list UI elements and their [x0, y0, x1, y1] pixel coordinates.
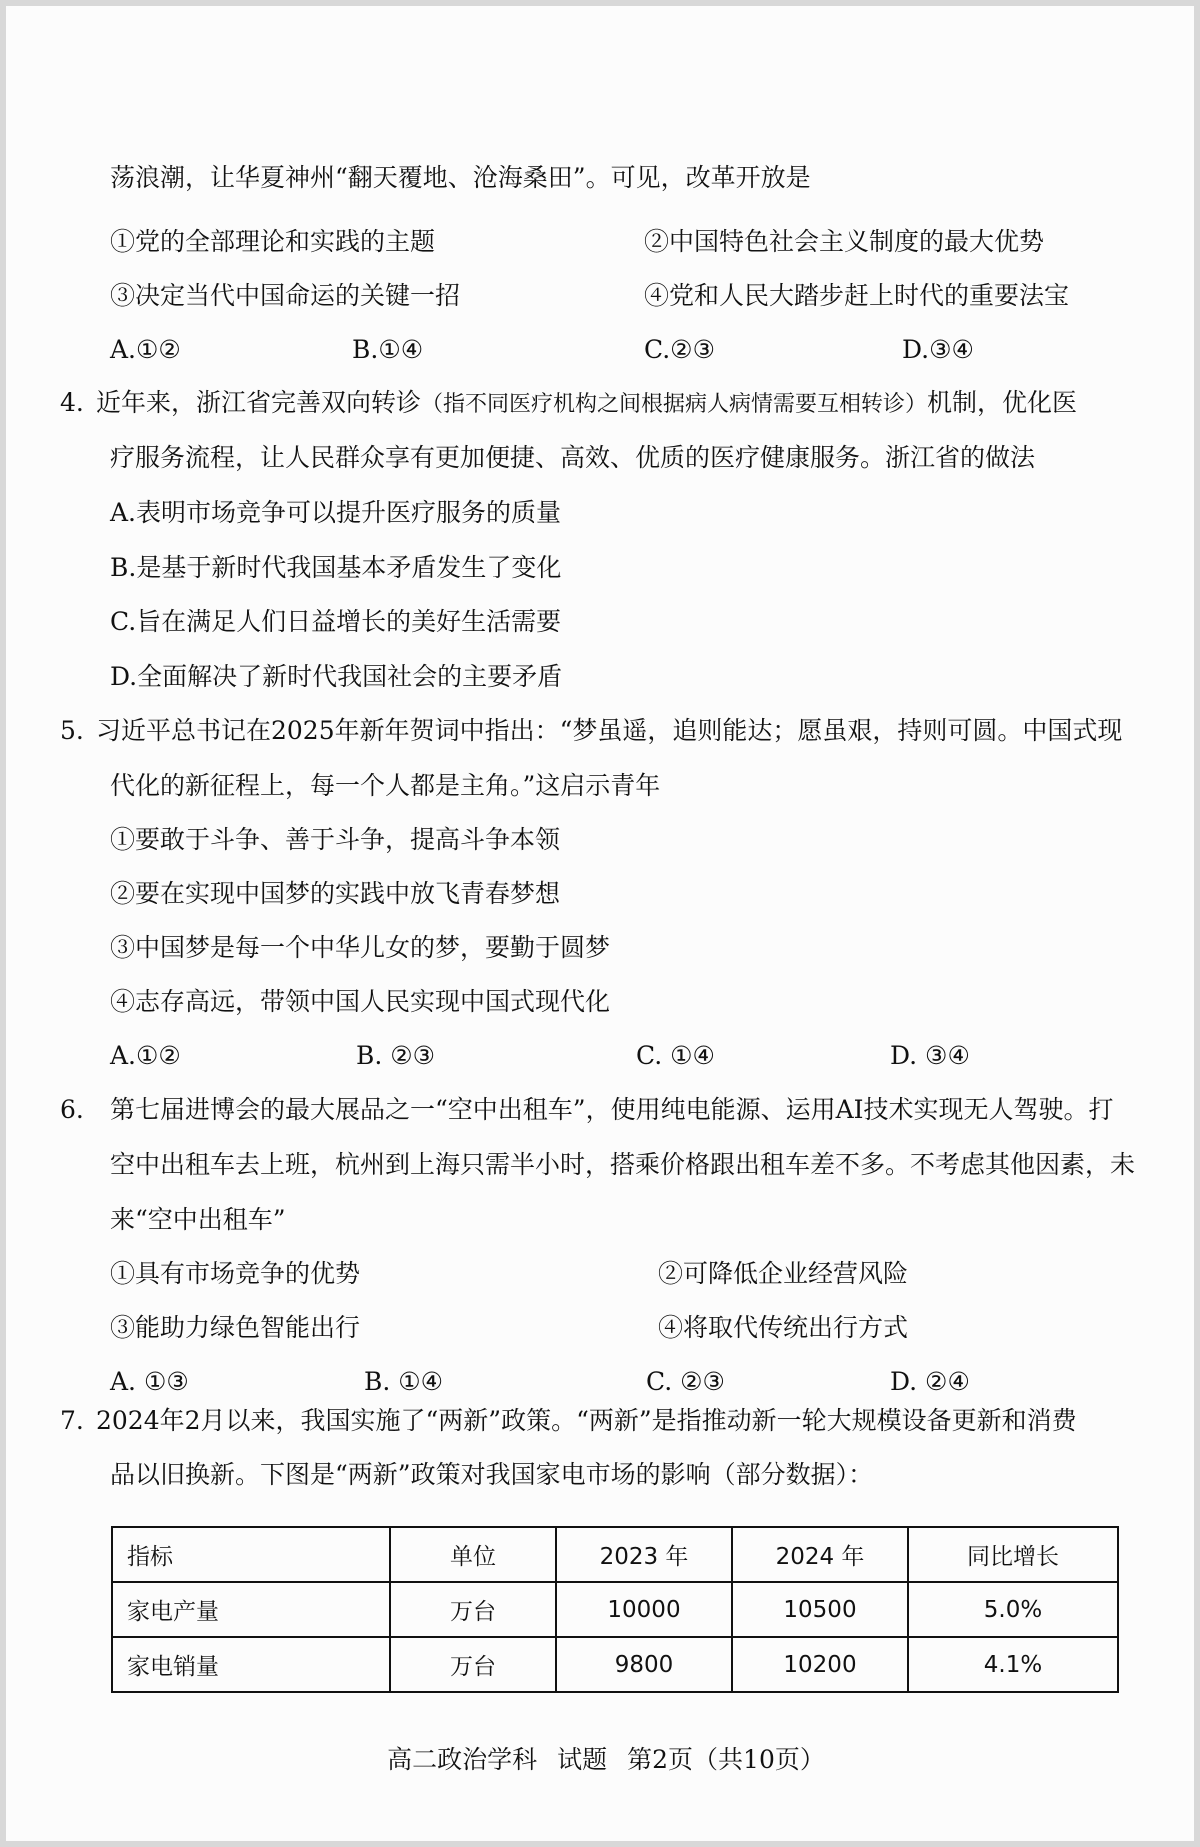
q3-choice-b: B.①④ — [352, 335, 424, 364]
table-header-cell: 同比增长 — [908, 1527, 1118, 1582]
table-header-row — [112, 1527, 1118, 1582]
page-footer — [6, 1744, 1200, 1776]
table-cell: 9800 — [556, 1637, 732, 1692]
q6-choice-b: B. ①④ — [364, 1367, 444, 1396]
table-cell: 4.1% — [908, 1637, 1118, 1692]
table-cell: 10500 — [732, 1582, 908, 1637]
q6-item-1: ①具有市场竞争的优势 — [110, 1259, 361, 1288]
q5-item-2: ②要在实现中国梦的实践中放飞青春梦想 — [110, 879, 561, 908]
q7-stem-line-1: 2024年2月以来，我国实施了“两新”政策。“两新”是指推动新一轮大规模设备更新和消费 — [96, 1406, 1077, 1435]
q4-stem-line-2: 疗服务流程，让人民群众享有更加便捷、高效、优质的医疗健康服务。浙江省的做法 — [110, 443, 1036, 472]
footer-subject: 高二政治学科 — [387, 1745, 538, 1774]
q6-item-4: ④将取代传统出行方式 — [658, 1313, 909, 1342]
table-cell: 家电产量 — [112, 1582, 390, 1637]
footer-page-number: 第2页（共10页） — [627, 1745, 825, 1774]
footer-label: 试题 — [557, 1745, 608, 1774]
q5-item-4: ④志存高远，带领中国人民实现中国式现代化 — [110, 987, 611, 1016]
q6-choice-c: C. ②③ — [646, 1367, 725, 1396]
q4-stem-note: （指不同医疗机构之间根据病人病情需要互相转诊） — [421, 392, 928, 417]
q7-stem-line-2: 品以旧换新。下图是“两新”政策对我国家电市场的影响（部分数据）： — [110, 1460, 874, 1489]
q5-number: 5. — [60, 716, 84, 745]
table-header-cell: 单位 — [390, 1527, 556, 1582]
table-cell: 10200 — [732, 1637, 908, 1692]
q4-choice-a: A.表明市场竞争可以提升医疗服务的质量 — [110, 498, 562, 527]
table-cell: 家电销量 — [112, 1637, 390, 1692]
q5-stem-line-2: 代化的新征程上，每一个人都是主角。”这启示青年 — [110, 771, 661, 800]
q6-choice-a: A. ①③ — [110, 1367, 189, 1396]
table-header-cell: 指标 — [112, 1527, 390, 1582]
q3-stem-continuation: 荡浪潮，让华夏神州“翻天覆地、沧海桑田”。可见，改革开放是 — [110, 163, 811, 192]
table-header-cell: 2023 年 — [556, 1527, 732, 1582]
q4-choice-b: B.是基于新时代我国基本矛盾发生了变化 — [110, 553, 562, 582]
q3-item-4: ④党和人民大踏步赶上时代的重要法宝 — [644, 281, 1070, 310]
q5-choice-a: A.①② — [110, 1041, 181, 1070]
q3-choice-d: D.③④ — [902, 335, 974, 364]
q3-item-2: ②中国特色社会主义制度的最大优势 — [644, 227, 1045, 256]
q3-choice-c: C.②③ — [644, 335, 716, 364]
q6-stem-line-3: 来“空中出租车” — [110, 1205, 286, 1234]
q3-choice-a: A.①② — [110, 335, 181, 364]
q4-number: 4. — [60, 388, 84, 417]
q6-item-2: ②可降低企业经营风险 — [658, 1259, 909, 1288]
table-cell: 万台 — [390, 1582, 556, 1637]
q6-item-3: ③能助力绿色智能出行 — [110, 1313, 361, 1342]
q4-stem-part-c: 机制，优化医 — [927, 388, 1078, 417]
q5-item-3: ③中国梦是每一个中华儿女的梦，要勤于圆梦 — [110, 933, 611, 962]
table-cell: 5.0% — [908, 1582, 1118, 1637]
table-cell: 10000 — [556, 1582, 732, 1637]
q4-stem-line-1 — [96, 387, 1077, 421]
q7-number: 7. — [60, 1406, 84, 1435]
q3-item-3: ③决定当代中国命运的关键一招 — [110, 281, 461, 310]
q6-choice-d: D. ②④ — [890, 1367, 970, 1396]
q5-choice-d: D. ③④ — [890, 1041, 970, 1070]
q5-choice-c: C. ①④ — [636, 1041, 715, 1070]
q5-stem-line-1: 习近平总书记在2025年新年贺词中指出：“梦虽遥，追则能达；愿虽艰，持则可圆。中国式现 — [96, 716, 1123, 745]
q6-stem-line-2: 空中出租车去上班，杭州到上海只需半小时，搭乘价格跟出租车差不多。不考虑其他因素，未 — [110, 1150, 1136, 1179]
appliance-market-table — [111, 1526, 1119, 1693]
q3-item-1: ①党的全部理论和实践的主题 — [110, 227, 436, 256]
q6-number: 6. — [60, 1095, 84, 1124]
q6-stem-line-1: 第七届进博会的最大展品之一“空中出租车”，使用纯电能源、运用AI技术实现无人驾驶。打 — [110, 1095, 1114, 1124]
q4-choice-d: D.全面解决了新时代我国社会的主要矛盾 — [110, 662, 563, 691]
q4-choice-c: C.旨在满足人们日益增长的美好生活需要 — [110, 607, 562, 636]
table-header-cell: 2024 年 — [732, 1527, 908, 1582]
table-cell: 万台 — [390, 1637, 556, 1692]
table-row — [112, 1582, 1118, 1637]
table-row — [112, 1637, 1118, 1692]
q4-stem-part-a: 近年来，浙江省完善双向转诊 — [96, 388, 422, 417]
q5-item-1: ①要敢于斗争、善于斗争，提高斗争本领 — [110, 825, 561, 854]
q5-choice-b: B. ②③ — [356, 1041, 436, 1070]
